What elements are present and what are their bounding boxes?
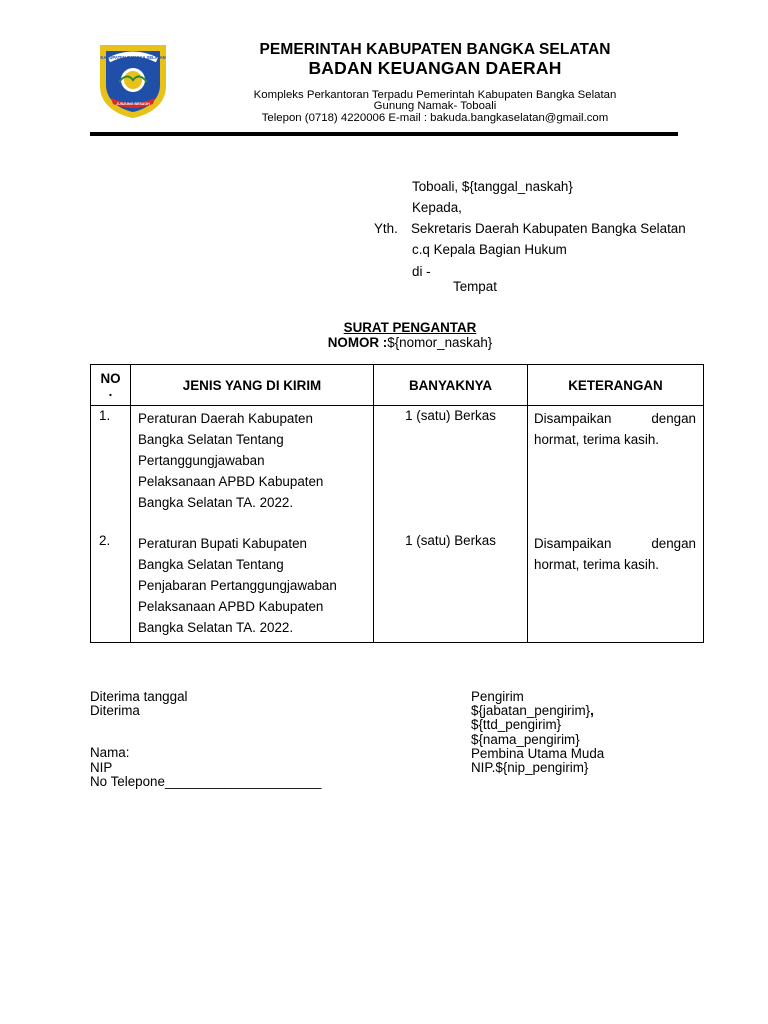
ket-word: Disampaikan bbox=[534, 536, 612, 551]
table-row bbox=[91, 531, 704, 643]
agency-name: BADAN KEUANGAN DAERAH bbox=[308, 58, 562, 78]
office-address-line-1: Kompleks Perkantoran Terpadu Pemerintah Kabupaten Bangka Selatan bbox=[253, 89, 617, 101]
row-no: 2. bbox=[91, 531, 131, 643]
jenis-line: Peraturan Bupati Kabupaten bbox=[138, 536, 307, 551]
ket-line bbox=[534, 533, 696, 554]
table-row bbox=[91, 406, 704, 532]
table-header-row bbox=[91, 365, 704, 406]
nomor-value: ${nomor_naskah} bbox=[387, 335, 493, 350]
header-no bbox=[91, 365, 131, 406]
recipient-name: Sekretaris Daerah Kabupaten Bangka Selatan bbox=[411, 221, 686, 236]
logo-text-bottom: JUNJUNG BESAOH bbox=[116, 102, 150, 106]
jenis-line: Pelaksanaan APBD Kabupaten bbox=[138, 599, 324, 614]
row-no: 1. bbox=[91, 406, 131, 532]
row-banyak: 1 (satu) Berkas bbox=[374, 531, 528, 643]
sender-name: ${nama_pengirim} bbox=[471, 731, 580, 747]
sender-nip: NIP.${nip_pengirim} bbox=[471, 760, 589, 776]
receiver-nip-label: NIP bbox=[90, 759, 113, 775]
office-address-line-2: Gunung Namak- Toboali bbox=[373, 100, 497, 112]
yth-label: Yth. bbox=[374, 221, 398, 236]
logo-text-top: KABUPATEN BANGKA SELATAN bbox=[100, 55, 166, 60]
sender-label: Pengirim bbox=[471, 689, 524, 704]
regency-emblem-logo bbox=[97, 42, 169, 118]
ket-word: dengan bbox=[651, 411, 696, 426]
letter-number bbox=[270, 335, 550, 350]
ket-line bbox=[534, 408, 696, 429]
jenis-line: Peraturan Daerah Kabupaten bbox=[138, 411, 313, 426]
row-jenis bbox=[131, 406, 374, 532]
ket-word: Disampaikan bbox=[534, 411, 612, 426]
jenis-line: Bangka Selatan Tentang bbox=[138, 557, 284, 572]
receiver-name-label: Nama: bbox=[90, 745, 130, 761]
office-contact: Telepon (0718) 4220006 E-mail : bakuda.bangkaselatan@gmail.com bbox=[261, 112, 609, 124]
header-no-line1: NO bbox=[100, 371, 121, 386]
place-date: Toboali, ${tanggal_naskah} bbox=[412, 179, 573, 194]
ket-word: dengan bbox=[651, 536, 696, 551]
sender-block bbox=[471, 690, 604, 775]
nomor-label: NOMOR : bbox=[327, 335, 388, 350]
sender-rank: Pembina Utama Muda bbox=[471, 745, 605, 761]
jenis-line: Pertanggungjawaban bbox=[138, 453, 265, 468]
row-keterangan bbox=[528, 531, 704, 643]
header-keterangan: KETERANGAN bbox=[528, 365, 704, 406]
sender-signature: ${ttd_pengirim} bbox=[471, 717, 562, 733]
receiver-phone-line: No Telepone_____________________ bbox=[90, 773, 322, 789]
items-table bbox=[90, 364, 704, 643]
row-banyak: 1 (satu) Berkas bbox=[374, 406, 528, 532]
diterima-tanggal-label: Diterima tanggal bbox=[90, 689, 188, 704]
kepada-label: Kepada, bbox=[412, 200, 462, 215]
jenis-line: Bangka Selatan TA. 2022. bbox=[138, 620, 294, 635]
receiver-block bbox=[90, 690, 321, 789]
government-name: PEMERINTAH KABUPATEN BANGKA SELATAN bbox=[259, 41, 611, 58]
recipient-cq: c.q Kepala Bagian Hukum bbox=[412, 242, 567, 257]
jenis-line: Penjabaran Pertanggungjawaban bbox=[138, 578, 337, 593]
letter-title: SURAT PENGANTAR bbox=[343, 320, 477, 335]
jenis-line: Bangka Selatan TA. 2022. bbox=[138, 495, 294, 510]
di-label: di - bbox=[412, 264, 431, 279]
diterima-label: Diterima bbox=[90, 703, 140, 719]
header-no-line2: . bbox=[108, 384, 113, 399]
sender-position-value: ${jabatan_pengirim} bbox=[471, 703, 591, 719]
letterhead-divider bbox=[90, 132, 678, 136]
ket-line: hormat, terima kasih. bbox=[534, 557, 660, 572]
ket-line: hormat, terima kasih. bbox=[534, 432, 660, 447]
jenis-line: Bangka Selatan Tentang bbox=[138, 432, 284, 447]
row-jenis bbox=[131, 531, 374, 643]
jenis-line: Pelaksanaan APBD Kabupaten bbox=[138, 474, 324, 489]
header-banyak: BANYAKNYA bbox=[374, 365, 528, 406]
row-keterangan bbox=[528, 406, 704, 532]
sender-position-suffix: , bbox=[590, 703, 594, 719]
header-jenis: JENIS YANG DI KIRIM bbox=[131, 365, 374, 406]
sender-position bbox=[471, 704, 604, 718]
tempat-label: Tempat bbox=[453, 279, 497, 294]
